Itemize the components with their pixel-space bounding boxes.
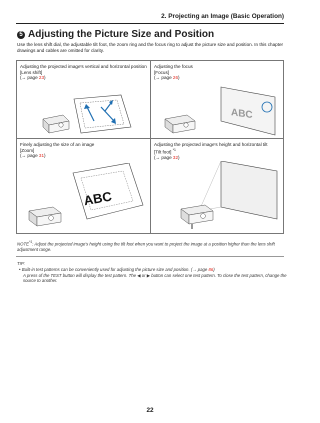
cell-zoom <box>17 139 150 235</box>
cell-focus <box>151 61 285 138</box>
focus-illustration <box>159 85 281 137</box>
projected-screen-outline <box>74 95 131 133</box>
title-text: Adjusting the Picture Size and Position <box>28 29 215 40</box>
cell-caption: Finely adjusting the size of an image [Zoom] (→ page 31) <box>20 142 95 159</box>
tilt-foot-illustration <box>159 161 281 233</box>
cell-tilt-foot <box>151 139 285 235</box>
page-link[interactable]: 31 <box>38 153 45 159</box>
page-link[interactable]: 86 <box>208 267 214 272</box>
page-link[interactable]: 26 <box>172 75 179 81</box>
zoom-illustration <box>27 163 145 233</box>
projector-icon <box>29 207 61 226</box>
intro-paragraph: Use the lens shift dial, the adjustable tilt foot, the zoom ring and the focus ring to adjust the picture size and position. In this chapter drawings and cables are omitted for clarity. <box>17 42 284 53</box>
step-number-badge: 5 <box>17 31 25 39</box>
header-rule <box>16 23 284 24</box>
screen-text: ABC <box>231 107 253 122</box>
tip-heading: TIP: <box>17 261 25 266</box>
page-number: 22 <box>146 407 154 414</box>
cell-lens-shift <box>17 61 150 138</box>
page-title <box>17 29 214 40</box>
projector-icon <box>165 115 195 133</box>
page-link[interactable]: 32 <box>172 154 179 160</box>
section-header: 2. Projecting an Image (Basic Operation) <box>161 13 284 20</box>
projector-icon <box>43 115 69 133</box>
projector-icon <box>181 205 213 229</box>
projected-screen-outline <box>221 161 277 219</box>
cell-caption: Adjusting the projected image's height and horizontal tilt [Tilt foot] $^{*1}$ (→ page 32) <box>154 142 268 160</box>
adjustment-table <box>16 60 284 234</box>
cell-caption: Adjusting the projected image's vertical and horizontal position [Lens shift] (→ page 23) <box>20 64 147 81</box>
cell-caption: Adjusting the focus [Focus] (→ page 26) <box>154 64 193 81</box>
screen-text: ABC <box>82 188 113 209</box>
shift-arrow <box>105 103 111 111</box>
note-text: NOTE$^{*1}$: Adjust the projected image's height using the tilt foot when you want to project the image at a position higher than the lens shift adjustment range. <box>17 240 275 253</box>
shift-arrow-head <box>84 104 90 109</box>
shift-arrow <box>87 107 94 121</box>
lens-shift-illustration <box>39 91 139 137</box>
shift-arrow <box>101 107 114 121</box>
tip-text: • Built-in test patterns can be conveniently used for adjusting the picture size and position. (→ page 86) A press of the TEST button will display the test pattern. The ◀ or ▶ button can select one test pattern. To close the test pattern, change the source to another. <box>19 267 287 284</box>
page-link[interactable]: 23 <box>38 75 45 81</box>
